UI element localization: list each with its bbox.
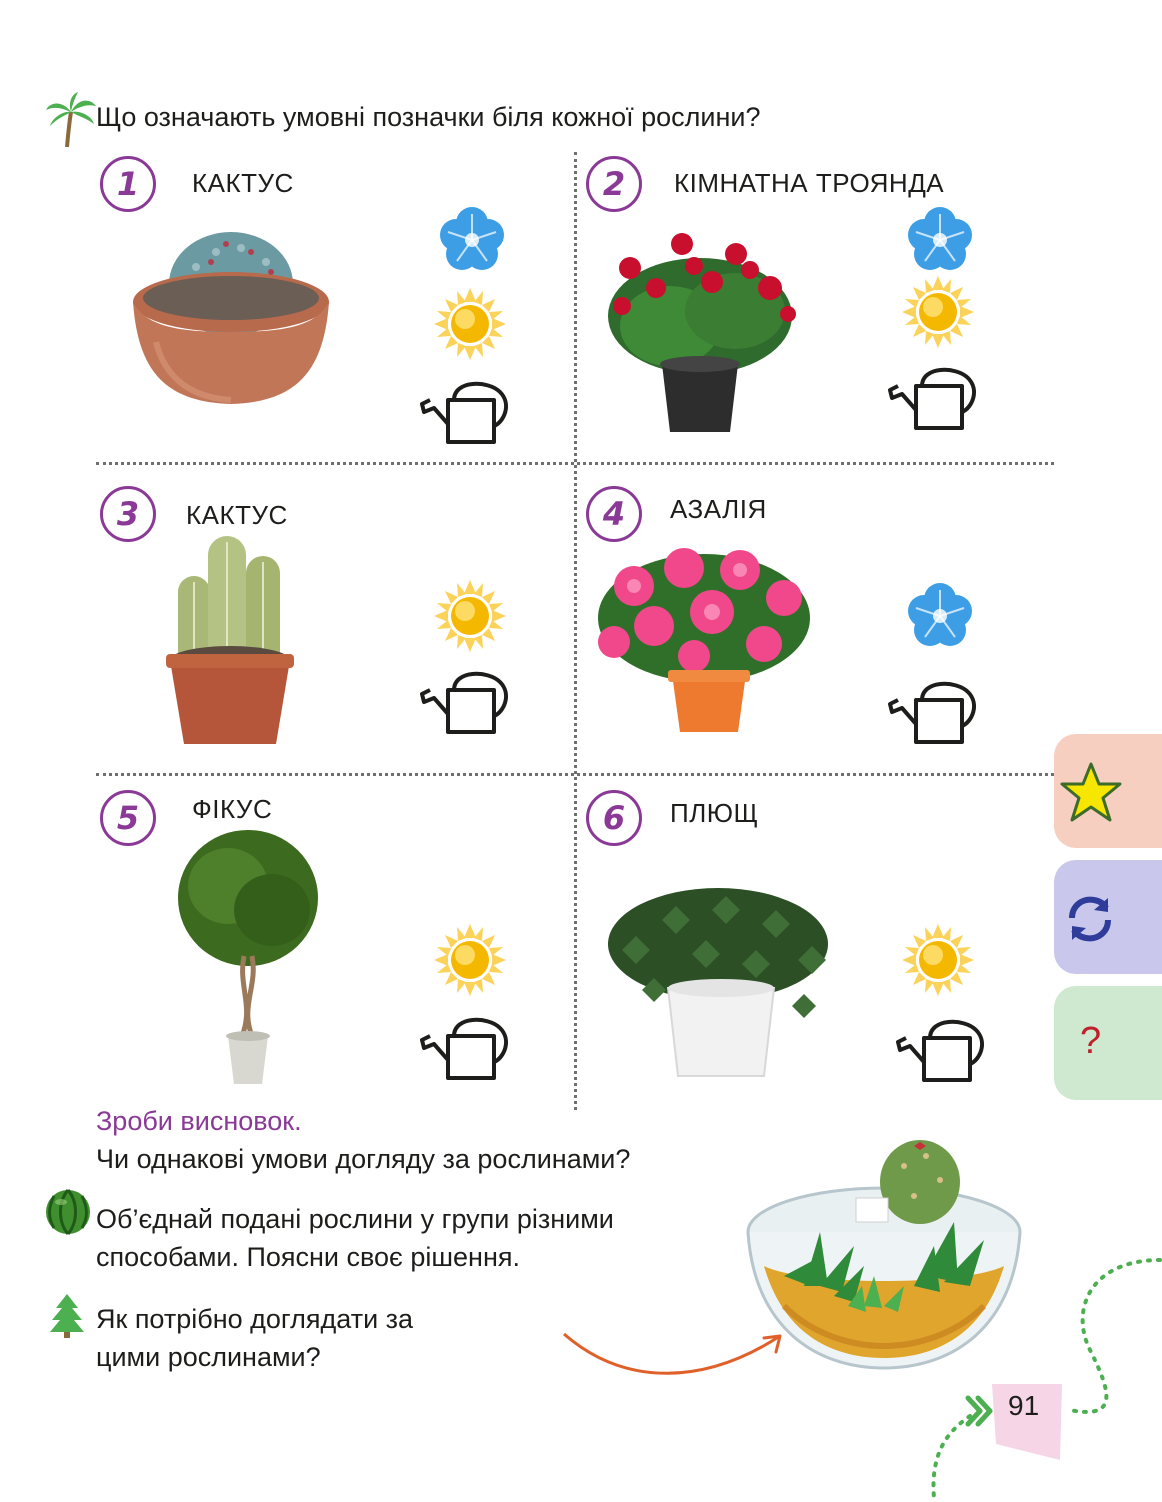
watermelon-icon (44, 1188, 92, 1236)
refresh-icon (1062, 892, 1118, 946)
grid-divider-row1 (96, 462, 1054, 465)
conclusion-question: Чи однакові умови догляду за рослинами? (96, 1144, 631, 1174)
plant-name-1: КАКТУС (192, 168, 294, 198)
sun-light-icon (430, 284, 510, 364)
decorative-dotted-path (920, 1240, 1162, 1502)
side-tab-question[interactable] (1054, 986, 1162, 1100)
plant-name-3: КАКТУС (186, 500, 288, 530)
grid-divider-vertical (574, 152, 577, 1110)
watering-can-icon (886, 362, 982, 438)
ficus-image (168, 826, 328, 1088)
task3-line2: цими рослинами? (96, 1342, 321, 1372)
double-chevron-icon (962, 1394, 996, 1428)
flower-fertilizer-icon (900, 202, 980, 278)
plant-number-3: 3 (100, 486, 156, 542)
conclusion-title: Зроби висновок. (96, 1106, 302, 1136)
main-question: Що означають умовні позначки біля кожної рослини? (96, 102, 761, 132)
plant-number-2: 2 (586, 156, 642, 212)
fir-tree-icon (48, 1292, 86, 1338)
star-icon (1060, 762, 1122, 822)
plant-name-5: ФІКУС (192, 794, 273, 824)
ivy-image (602, 880, 834, 1080)
question-mark-icon: ? (1080, 1020, 1102, 1062)
rose-image (600, 226, 800, 436)
watering-can-icon (894, 1014, 990, 1090)
side-tab-refresh[interactable] (1054, 860, 1162, 974)
sun-light-icon (898, 272, 978, 352)
plant-number-1: 1 (100, 156, 156, 212)
plant-number-5: 5 (100, 790, 156, 846)
side-tab-star[interactable] (1054, 734, 1162, 848)
plant-number-6: 6 (586, 790, 642, 846)
watering-can-icon (886, 676, 982, 752)
azalea-image (594, 546, 814, 736)
sun-light-icon (430, 920, 510, 1000)
plant-name-2: КІМНАТНА ТРОЯНДА (674, 168, 945, 198)
sun-light-icon (898, 920, 978, 1000)
task2-line2: способами. Поясни своє рішення. (96, 1242, 520, 1272)
plant-number-4: 4 (586, 486, 642, 542)
sun-light-icon (430, 576, 510, 656)
grid-divider-row2 (96, 773, 1054, 776)
columnar-cactus-image (160, 530, 300, 748)
palm-tree-icon (44, 92, 98, 148)
task3-line1: Як потрібно доглядати за (96, 1304, 414, 1334)
flower-fertilizer-icon (900, 578, 980, 654)
plant-name-6: ПЛЮЩ (670, 798, 759, 828)
plant-name-4: АЗАЛІЯ (670, 494, 767, 524)
page-number: 91 (1008, 1390, 1040, 1421)
task2-line1: Об’єднай подані рослини у групи різними (96, 1204, 614, 1234)
flower-fertilizer-icon (432, 202, 512, 278)
round-cactus-image (126, 222, 336, 412)
watering-can-icon (418, 666, 514, 742)
watering-can-icon (418, 1012, 514, 1088)
watering-can-icon (418, 376, 514, 452)
